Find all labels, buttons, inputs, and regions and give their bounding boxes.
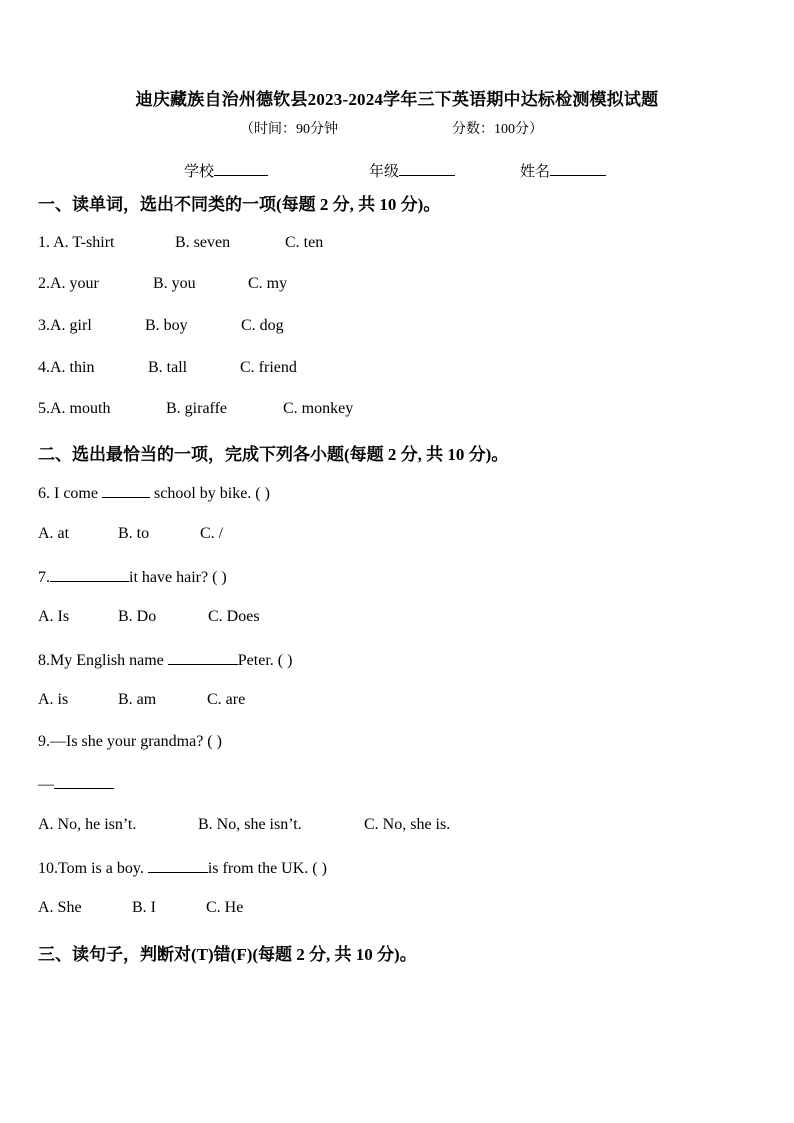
school-label: 学校 [184,164,215,180]
q5-option-c: C. monkey [283,400,354,417]
q8-stem-start: 8.My English name [38,652,168,669]
q10-stem [38,858,327,878]
q7-option-b: B. Do [118,608,157,625]
grade-label: 年级 [369,164,400,180]
q1-option-b: B. seven [175,234,231,251]
q4-option-a: 4.A. thin [38,359,95,376]
section-3-heading: 三、读句子，判断对(T)错(F)(每题 2 分, 共 10 分)。 [38,945,417,964]
section-2-heading: 二、选出最恰当的一项，完成下列各小题(每题 2 分, 共 10 分)。 [38,445,509,464]
q7-option-c: C. Does [208,608,260,625]
q6-option-b: B. to [118,525,150,542]
q8-stem [38,650,292,670]
q2-option-a: 2.A. your [38,275,99,292]
q10-stem-end: is from the UK. ( ) [207,860,327,877]
q6-option-c: C. / [200,525,224,542]
q1-option-c: C. ten [285,234,324,251]
q9-stem: 9.—Is she your grandma? ( ) [38,733,222,750]
q6-option-a: A. at [38,525,70,542]
q8-option-b: B. am [118,691,157,708]
q7-stem [38,567,227,587]
q6-stem-start: 6. I come [38,485,102,502]
total-score: 分数：100分） [452,122,543,137]
q8-option-a: A. is [38,691,69,708]
q9-option-a: A. No, he isn’t. [38,816,137,833]
name-blank[interactable] [550,161,606,176]
q9-option-b: B. No, she isn’t. [198,816,302,833]
q4-option-b: B. tall [148,359,188,376]
school-field [184,160,268,181]
q3-option-b: B. boy [145,317,188,334]
q1-option-a: 1. A. T-shirt [38,234,115,251]
q7-stem-start: 7. [38,569,50,586]
q6-stem [38,483,270,503]
grade-blank[interactable] [399,161,455,176]
grade-field [369,160,455,181]
q9-blank[interactable] [54,774,114,789]
q7-option-a: A. Is [38,608,70,625]
q8-blank[interactable] [168,650,238,665]
q9-option-c: C. No, she is. [364,816,451,833]
q10-option-b: B. I [132,899,156,916]
q9-reply-line [38,774,114,794]
q2-option-c: C. my [248,275,288,292]
q6-blank[interactable] [102,483,150,498]
q7-stem-end: it have hair? ( ) [129,569,227,586]
q4-option-c: C. friend [240,359,297,376]
q10-option-a: A. She [38,899,82,916]
q5-option-b: B. giraffe [166,400,228,417]
q6-stem-end: school by bike. ( ) [149,485,270,502]
q3-option-c: C. dog [241,317,284,334]
name-field [520,160,606,181]
q10-blank[interactable] [148,858,208,873]
q8-stem-end: Peter. ( ) [237,652,293,669]
school-blank[interactable] [214,161,268,176]
section-1-heading: 一、读单词，选出不同类的一项(每题 2 分, 共 10 分)。 [38,195,441,214]
name-label: 姓名 [520,164,551,180]
q8-option-c: C. are [207,691,246,708]
q3-option-a: 3.A. girl [38,317,92,334]
q5-option-a: 5.A. mouth [38,400,111,417]
time-limit: （时间：90分钟 [240,122,338,137]
q7-blank[interactable] [50,567,129,582]
q10-stem-start: 10.Tom is a boy. [38,860,148,877]
q9-dash: — [38,776,54,793]
exam-title: 迪庆藏族自治州德钦县2023-2024学年三下英语期中达标检测模拟试题 [135,90,659,109]
q10-option-c: C. He [206,899,244,916]
q2-option-b: B. you [153,275,196,292]
